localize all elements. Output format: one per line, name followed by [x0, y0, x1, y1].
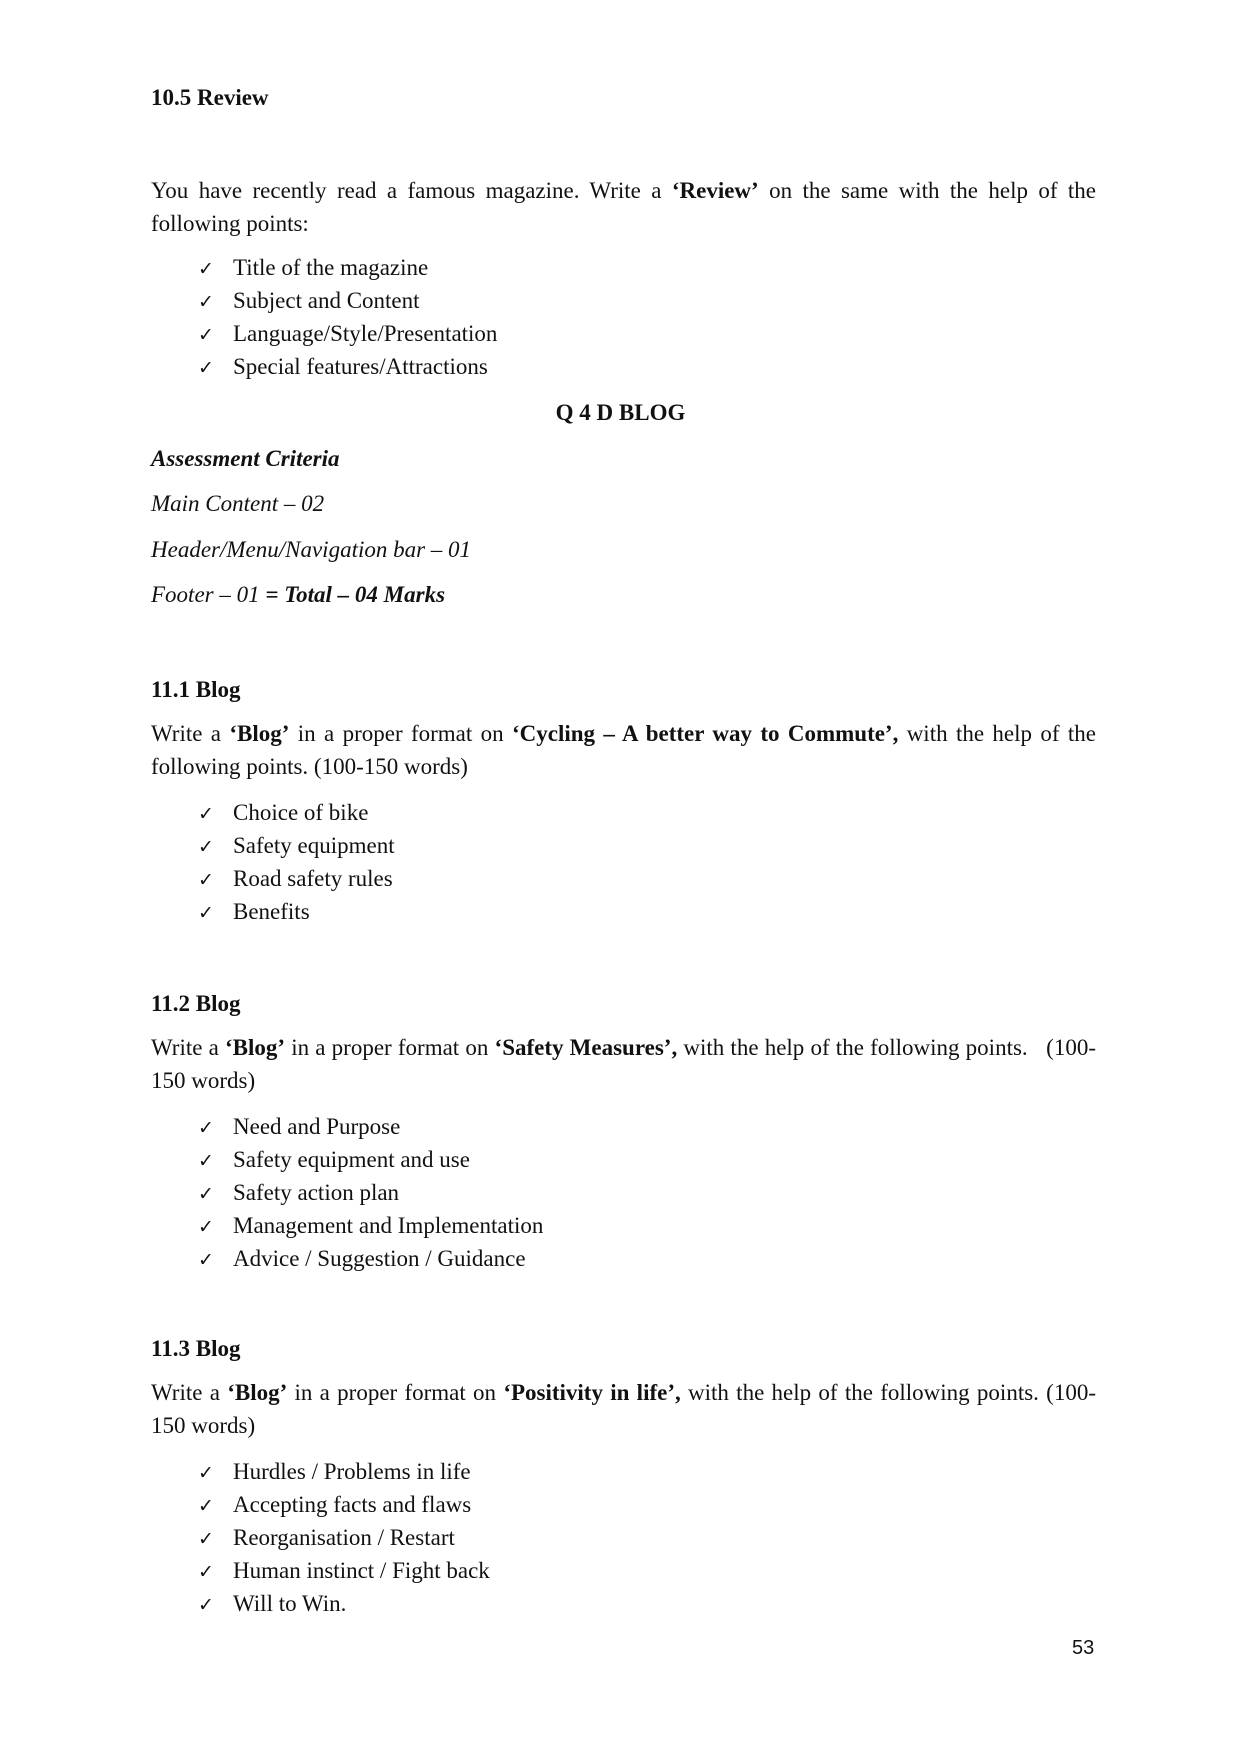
list-item: [198, 1180, 399, 1206]
list-item: [198, 321, 497, 347]
list-item: [198, 354, 488, 380]
text-run: in a proper format on: [287, 1380, 504, 1405]
text-run: with the help of the following points. (100-150 words): [151, 721, 1096, 779]
check-icon: ✓: [198, 1462, 214, 1484]
section-heading-blog-3: 11.3 Blog: [151, 1336, 241, 1361]
check-icon: ✓: [198, 1117, 214, 1139]
check-icon: ✓: [198, 836, 214, 858]
bold-run: ‘Positivity in life’,: [503, 1380, 681, 1405]
check-icon: ✓: [198, 324, 214, 346]
page-number: 53: [1072, 1637, 1095, 1659]
list-item: [198, 1213, 543, 1239]
check-icon: ✓: [198, 258, 214, 280]
blog-1-instructions: [151, 717, 1096, 783]
list-item-text: Need and Purpose: [233, 1114, 401, 1139]
check-icon: ✓: [198, 1495, 214, 1517]
list-item: [198, 255, 428, 281]
list-item-text: Choice of bike: [233, 800, 369, 825]
list-item-text: Hurdles / Problems in life: [233, 1459, 471, 1484]
criteria-header-menu: Header/Menu/Navigation bar – 01: [151, 537, 472, 562]
list-item: [198, 1591, 346, 1617]
check-icon: ✓: [198, 1249, 214, 1271]
list-item-text: Special features/Attractions: [233, 354, 488, 379]
list-item-text: Safety equipment and use: [233, 1147, 470, 1172]
assessment-criteria-heading: Assessment Criteria: [151, 446, 340, 471]
list-item-text: Management and Implementation: [233, 1213, 544, 1238]
blog-3-instructions: [151, 1376, 1096, 1442]
bold-run: ‘Cycling – A better way to Commute’,: [512, 721, 899, 746]
list-item: [198, 866, 393, 892]
list-item: [198, 1246, 526, 1272]
list-item-text: Will to Win.: [233, 1591, 347, 1616]
list-item-text: Safety action plan: [233, 1180, 400, 1205]
question-title: Q 4 D BLOG: [555, 400, 686, 425]
check-icon: ✓: [198, 1528, 214, 1550]
text-run: Footer – 01: [151, 582, 266, 607]
check-icon: ✓: [198, 1561, 214, 1583]
check-icon: ✓: [198, 1150, 214, 1172]
list-item-text: Advice / Suggestion / Guidance: [233, 1246, 526, 1271]
list-item: [198, 899, 310, 925]
check-icon: ✓: [198, 803, 214, 825]
list-item-text: Language/Style/Presentation: [233, 321, 498, 346]
criteria-footer-total: [151, 582, 445, 608]
check-icon: ✓: [198, 1594, 214, 1616]
bold-run: ‘Safety Measures’,: [494, 1035, 678, 1060]
text-run: You have recently read a famous magazine. Write a: [151, 178, 672, 203]
list-item: [198, 1492, 471, 1518]
text-run: in a proper format on: [285, 1035, 495, 1060]
list-item-text: Subject and Content: [233, 288, 420, 313]
list-item-text: Reorganisation / Restart: [233, 1525, 455, 1550]
list-item: [198, 1558, 490, 1584]
list-item-text: Benefits: [233, 899, 310, 924]
check-icon: ✓: [198, 869, 214, 891]
list-item: [198, 288, 420, 314]
review-instructions: [151, 174, 1096, 240]
text-run: Write a: [151, 1035, 225, 1060]
bold-run: ‘Blog’: [227, 1380, 288, 1405]
list-item-text: Safety equipment: [233, 833, 395, 858]
check-icon: ✓: [198, 902, 214, 924]
section-heading-review: 10.5 Review: [151, 85, 269, 110]
criteria-main-content: Main Content – 02: [151, 491, 325, 516]
list-item: [198, 1459, 471, 1485]
list-item-text: Accepting facts and flaws: [233, 1492, 472, 1517]
bold-run: = Total – 04 Marks: [265, 582, 446, 607]
list-item-text: Road safety rules: [233, 866, 393, 891]
text-run: on the same with the help of the following points:: [151, 178, 1096, 236]
check-icon: ✓: [198, 1183, 214, 1205]
list-item-text: Human instinct / Fight back: [233, 1558, 490, 1583]
bold-run: ‘Review’: [671, 178, 759, 203]
section-heading-blog-2: 11.2 Blog: [151, 991, 241, 1016]
text-run: Write a: [151, 1380, 228, 1405]
list-item: [198, 833, 395, 859]
text-run: in a proper format on: [289, 721, 512, 746]
list-item: [198, 1147, 470, 1173]
text-run: with the help of the following points. (100-150 words): [151, 1035, 1096, 1093]
list-item: [198, 1114, 400, 1140]
list-item: [198, 1525, 455, 1551]
check-icon: ✓: [198, 357, 214, 379]
bold-run: ‘Blog’: [225, 1035, 286, 1060]
check-icon: ✓: [198, 291, 214, 313]
text-run: Write a: [151, 721, 230, 746]
section-heading-blog-1: 11.1 Blog: [151, 677, 241, 702]
check-icon: ✓: [198, 1216, 214, 1238]
list-item-text: Title of the magazine: [233, 255, 429, 280]
bold-run: ‘Blog’: [229, 721, 290, 746]
text-run: with the help of the following points. (100-150 words): [151, 1380, 1096, 1438]
blog-2-instructions: [151, 1031, 1096, 1097]
list-item: [198, 800, 368, 826]
